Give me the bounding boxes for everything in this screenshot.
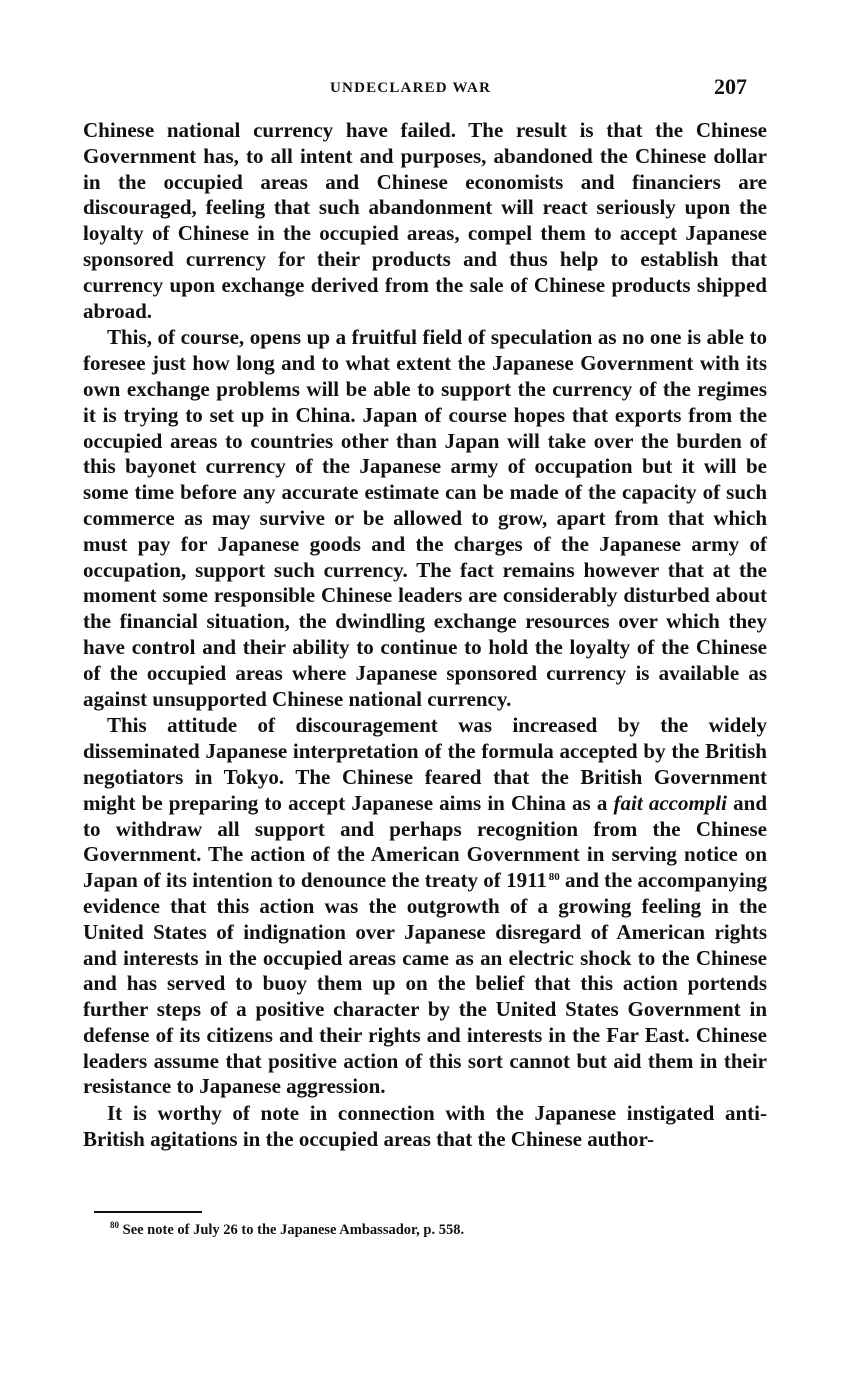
footnote-reference: 80 xyxy=(548,871,560,884)
paragraph-2 xyxy=(83,325,767,712)
page-number: 207 xyxy=(714,74,747,99)
italic-phrase: fait accompli xyxy=(613,790,727,815)
paragraph-4-text: It is worthy of note in connection with the Japanese instigated anti-British agitations in the occupied areas that the Chinese author- xyxy=(83,1101,767,1152)
running-title: UNDECLARED WAR xyxy=(330,80,492,96)
paragraph-3 xyxy=(83,713,767,1100)
paragraph-3-text-c: and the accompanying evidence that this action was the outgrowth of a growing feeling in the United States of indignation over Japanese disregard of American rights and interests in the occupied areas came as an electric shock to the Chinese and has served to buoy them up on the belief that this action portends further steps of a positive character by the United States Government in defense of its citizens and their rights and interests in the Far East. Chinese leaders assume that positive action of this sort cannot but aid them in their resistance to Japanese aggression. xyxy=(83,868,767,1099)
paragraph-3-text-a: This attitude of discouragement was increased by the widely disseminated Japanese interpretation of the formula accepted by the British negotiators in Tokyo. The Chinese feared that the British Government might be preparing to accept Japanese aims in China as a xyxy=(83,713,767,815)
footnote-marker: 80 xyxy=(110,1220,119,1230)
footnote-divider xyxy=(94,1211,202,1213)
footnote xyxy=(110,1222,464,1239)
running-header xyxy=(0,74,860,104)
paragraph-1 xyxy=(83,118,767,324)
body-text xyxy=(83,118,767,1153)
footnote-text: See note of July 26 to the Japanese Ambassador, p. 558. xyxy=(122,1222,465,1238)
paragraph-4 xyxy=(83,1101,767,1153)
paragraph-2-text: This, of course, opens up a fruitful field of speculation as no one is able to foresee just how long and to what extent the Japanese Government with its own exchange problems will be able to support the currency of the regimes it is trying to set up in China. Japan of course hopes that exports from the occupied areas to countries other than Japan will take over the burden of this bayonet currency of the Japanese army of occupation but it will be some time before any accurate estimate can be made of the capacity of such commerce as may survive or be allowed to grow, apart from that which must pay for Japanese goods and the charges of the Japanese army of occupation, support such currency. The fact remains however that at the moment some responsible Chinese leaders are considerably disturbed about the financial situation, the dwindling exchange resources over which they have control and their ability to continue to hold the loyalty of the Chinese of the occupied areas where Japanese sponsored currency is available as against unsupported Chinese national currency. xyxy=(83,325,767,711)
paragraph-3-text-b: and to withdraw all support and perhaps recognition from the Chinese Government. The action of the American Government in serving notice on Japan of its intention to denounce the treaty of 1911 xyxy=(83,790,767,893)
paragraph-1-text: Chinese national currency have failed. The result is that the Chinese Government has, to all intent and purposes, abandoned the Chinese dollar in the occupied areas and Chinese economists and financiers are discouraged, feeling that such abandonment will react seriously upon the loyalty of Chinese in the occupied areas, compel them to accept Japanese sponsored currency for their products and thus help to establish that currency upon exchange derived from the sale of Chinese products shipped abroad. xyxy=(83,118,767,323)
